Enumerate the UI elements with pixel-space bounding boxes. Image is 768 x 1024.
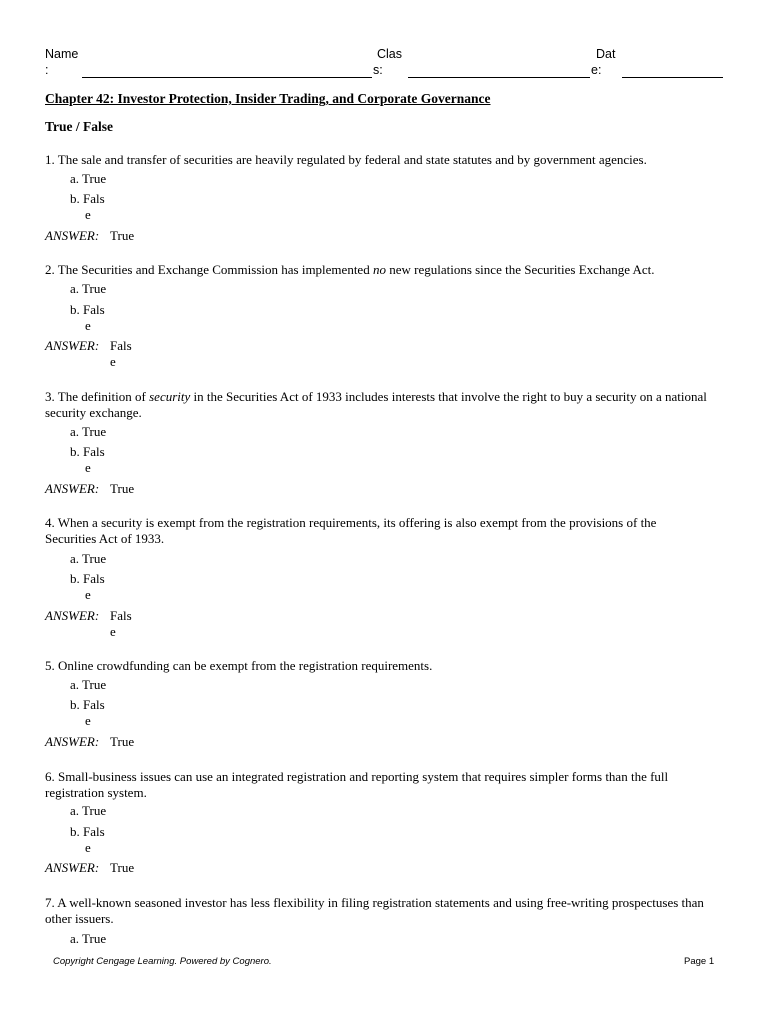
question-1-answer-label: ANSWER: — [45, 228, 100, 243]
question-3-option-b: b. Fals — [70, 444, 105, 459]
question-2-text-end: new regulations since the Securities Exchange Act. — [385, 262, 655, 277]
class-label: Clas — [377, 47, 403, 61]
question-4-text — [45, 515, 710, 547]
question-5-text-content: 5. Online crowdfunding can be exempt from the registration requirements. — [45, 658, 433, 673]
question-6-answer: True — [110, 860, 135, 875]
question-5-answer: True — [110, 734, 135, 749]
class-field-line[interactable] — [408, 77, 590, 78]
question-3-text-emphasis: security — [149, 389, 191, 404]
question-3-option-a: a. True — [70, 424, 107, 439]
question-2-option-b-wrap: e — [85, 318, 91, 333]
question-3-text-end: in the Securities Act of 1933 includes interests that involve the right to buy a security on a national security exchange. — [45, 389, 707, 420]
question-1-option-b: b. Fals — [70, 191, 105, 206]
question-4-option-a: a. True — [70, 551, 107, 566]
question-1-option-a: a. True — [70, 171, 107, 186]
question-2-option-a: a. True — [70, 281, 107, 296]
question-7-option-a: a. True — [70, 931, 107, 946]
question-1-text-content: 1. The sale and transfer of securities are heavily regulated by federal and state statutes and by government agencies. — [45, 152, 647, 167]
name-label-colon: : — [45, 63, 49, 77]
question-1-answer: True — [110, 228, 135, 243]
question-7-text-content: 7. A well-known seasoned investor has less flexibility in filing registration statements and using free-writing prospectuses than other issuers. — [45, 895, 704, 926]
question-5-answer-label: ANSWER: — [45, 734, 100, 749]
question-6-option-b-wrap: e — [85, 840, 91, 855]
date-label: Dat — [596, 47, 616, 61]
question-7-text — [45, 895, 710, 927]
question-3-option-b-wrap: e — [85, 460, 91, 475]
question-5-option-a: a. True — [70, 677, 107, 692]
question-6-answer-label: ANSWER: — [45, 860, 100, 875]
question-4-option-b: b. Fals — [70, 571, 105, 586]
question-1-text — [45, 152, 710, 168]
section-heading: True / False — [45, 119, 113, 134]
question-6-option-b: b. Fals — [70, 824, 105, 839]
question-4-answer-label: ANSWER: — [45, 608, 100, 623]
class-label-suffix: s: — [373, 63, 383, 77]
question-2-answer: Fals — [110, 338, 132, 353]
question-2-text-start: 2. The Securities and Exchange Commission has implemented — [45, 262, 373, 277]
question-2-text — [45, 262, 710, 278]
question-2-answer-label: ANSWER: — [45, 338, 100, 353]
date-label-suffix: e: — [591, 63, 602, 77]
question-2-text-emphasis: no — [372, 262, 386, 277]
question-2-answer-wrap: e — [110, 354, 116, 369]
question-2-option-b: b. Fals — [70, 302, 105, 317]
chapter-title: Chapter 42: Investor Protection, Insider Trading, and Corporate Governance — [45, 91, 491, 106]
footer-copyright: Copyright Cengage Learning. Powered by Cognero. — [53, 956, 272, 967]
question-5-option-b: b. Fals — [70, 697, 105, 712]
name-field-line[interactable] — [82, 77, 372, 78]
question-4-answer-wrap: e — [110, 624, 116, 639]
date-field-line[interactable] — [622, 77, 723, 78]
question-6-text-content: 6. Small-business issues can use an integrated registration and reporting system that requires simpler forms than the full registration system. — [45, 769, 669, 800]
question-1-option-b-wrap: e — [85, 207, 91, 222]
name-label: Name — [45, 47, 79, 61]
footer-page-number: Page 1 — [684, 956, 715, 967]
question-3-answer-label: ANSWER: — [45, 481, 100, 496]
question-5-option-b-wrap: e — [85, 713, 91, 728]
question-4-text-content: 4. When a security is exempt from the registration requirements, its offering is also exempt from the provisions of the Securities Act of 1933. — [45, 515, 657, 546]
question-3-answer: True — [110, 481, 135, 496]
question-3-text-start: 3. The definition of — [45, 389, 150, 404]
question-3-text — [45, 389, 710, 421]
question-6-option-a: a. True — [70, 803, 107, 818]
question-5-text — [45, 658, 710, 674]
question-6-text — [45, 769, 710, 801]
question-4-answer: Fals — [110, 608, 132, 623]
question-4-option-b-wrap: e — [85, 587, 91, 602]
